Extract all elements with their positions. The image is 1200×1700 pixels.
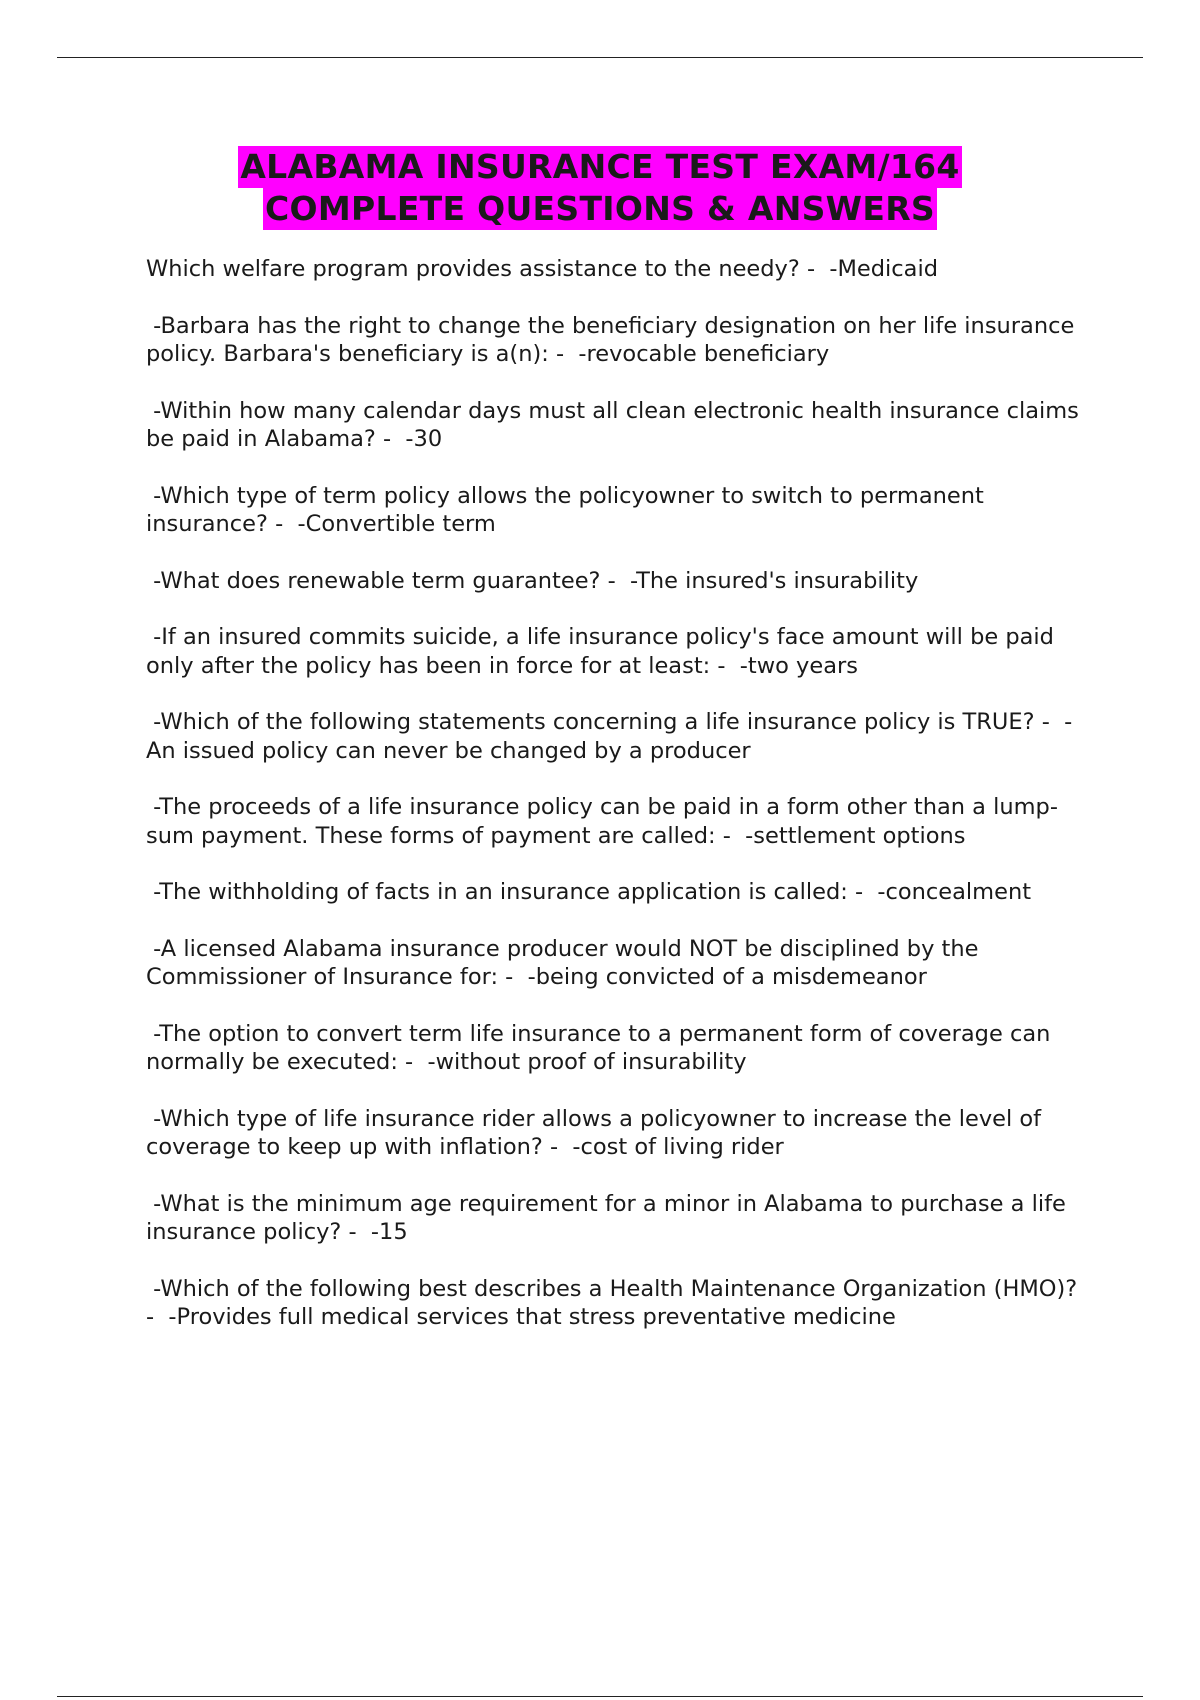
qa-item: -Within how many calendar days must all clean electronic health insurance claims be paid in Alabama? - -30 (146, 397, 1087, 452)
qa-item: -The proceeds of a life insurance policy can be paid in a form other than a lump-sum payment. These forms of payment are called: - -settlement options (146, 794, 1058, 849)
bottom-divider (57, 1696, 1143, 1697)
qa-item: -What is the minimum age requirement for a minor in Alabama to purchase a life insurance policy? - -15 (146, 1190, 1074, 1245)
document-title (0, 146, 1200, 230)
qa-item: -If an insured commits suicide, a life insurance policy's face amount will be paid only after the policy has been in force for at least: - -two years (146, 624, 1062, 679)
qa-item: Which welfare program provides assistance to the needy? - -Medicaid (146, 256, 938, 282)
title-line-1: ALABAMA INSURANCE TEST EXAM/164 (240, 147, 960, 186)
qa-item: -Barbara has the right to change the beneficiary designation on her life insurance policy. Barbara's beneficiary is a(n): - -revocable beneficiary (146, 312, 1082, 367)
title-line-2: COMPLETE QUESTIONS & ANSWERS (265, 189, 935, 228)
qa-list (146, 255, 1086, 1360)
qa-item: -Which type of life insurance rider allows a policyowner to increase the level of coverage to keep up with inflation? - -cost of living rider (146, 1105, 1049, 1160)
qa-item: -Which of the following best describes a Health Maintenance Organization (HMO)? - -Provides full medical services that stress preventative medicine (146, 1275, 1085, 1330)
qa-item: -The withholding of facts in an insurance application is called: - -concealment (146, 879, 1032, 905)
qa-item: -What does renewable term guarantee? - -The insured's insurability (146, 567, 919, 594)
qa-item: -Which type of term policy allows the policyowner to switch to permanent insurance? - -Convertible term (146, 482, 991, 537)
top-divider (57, 57, 1143, 58)
qa-item: -The option to convert term life insurance to a permanent form of coverage can normally be executed: - -without proof of insurability (146, 1020, 1058, 1075)
qa-item: -Which of the following statements concerning a life insurance policy is TRUE? - -An issued policy can never be changed by a producer (146, 709, 1073, 764)
qa-item: -A licensed Alabama insurance producer would NOT be disciplined by the Commissioner of Insurance for: - -being convicted of a misdemeanor (146, 935, 986, 990)
